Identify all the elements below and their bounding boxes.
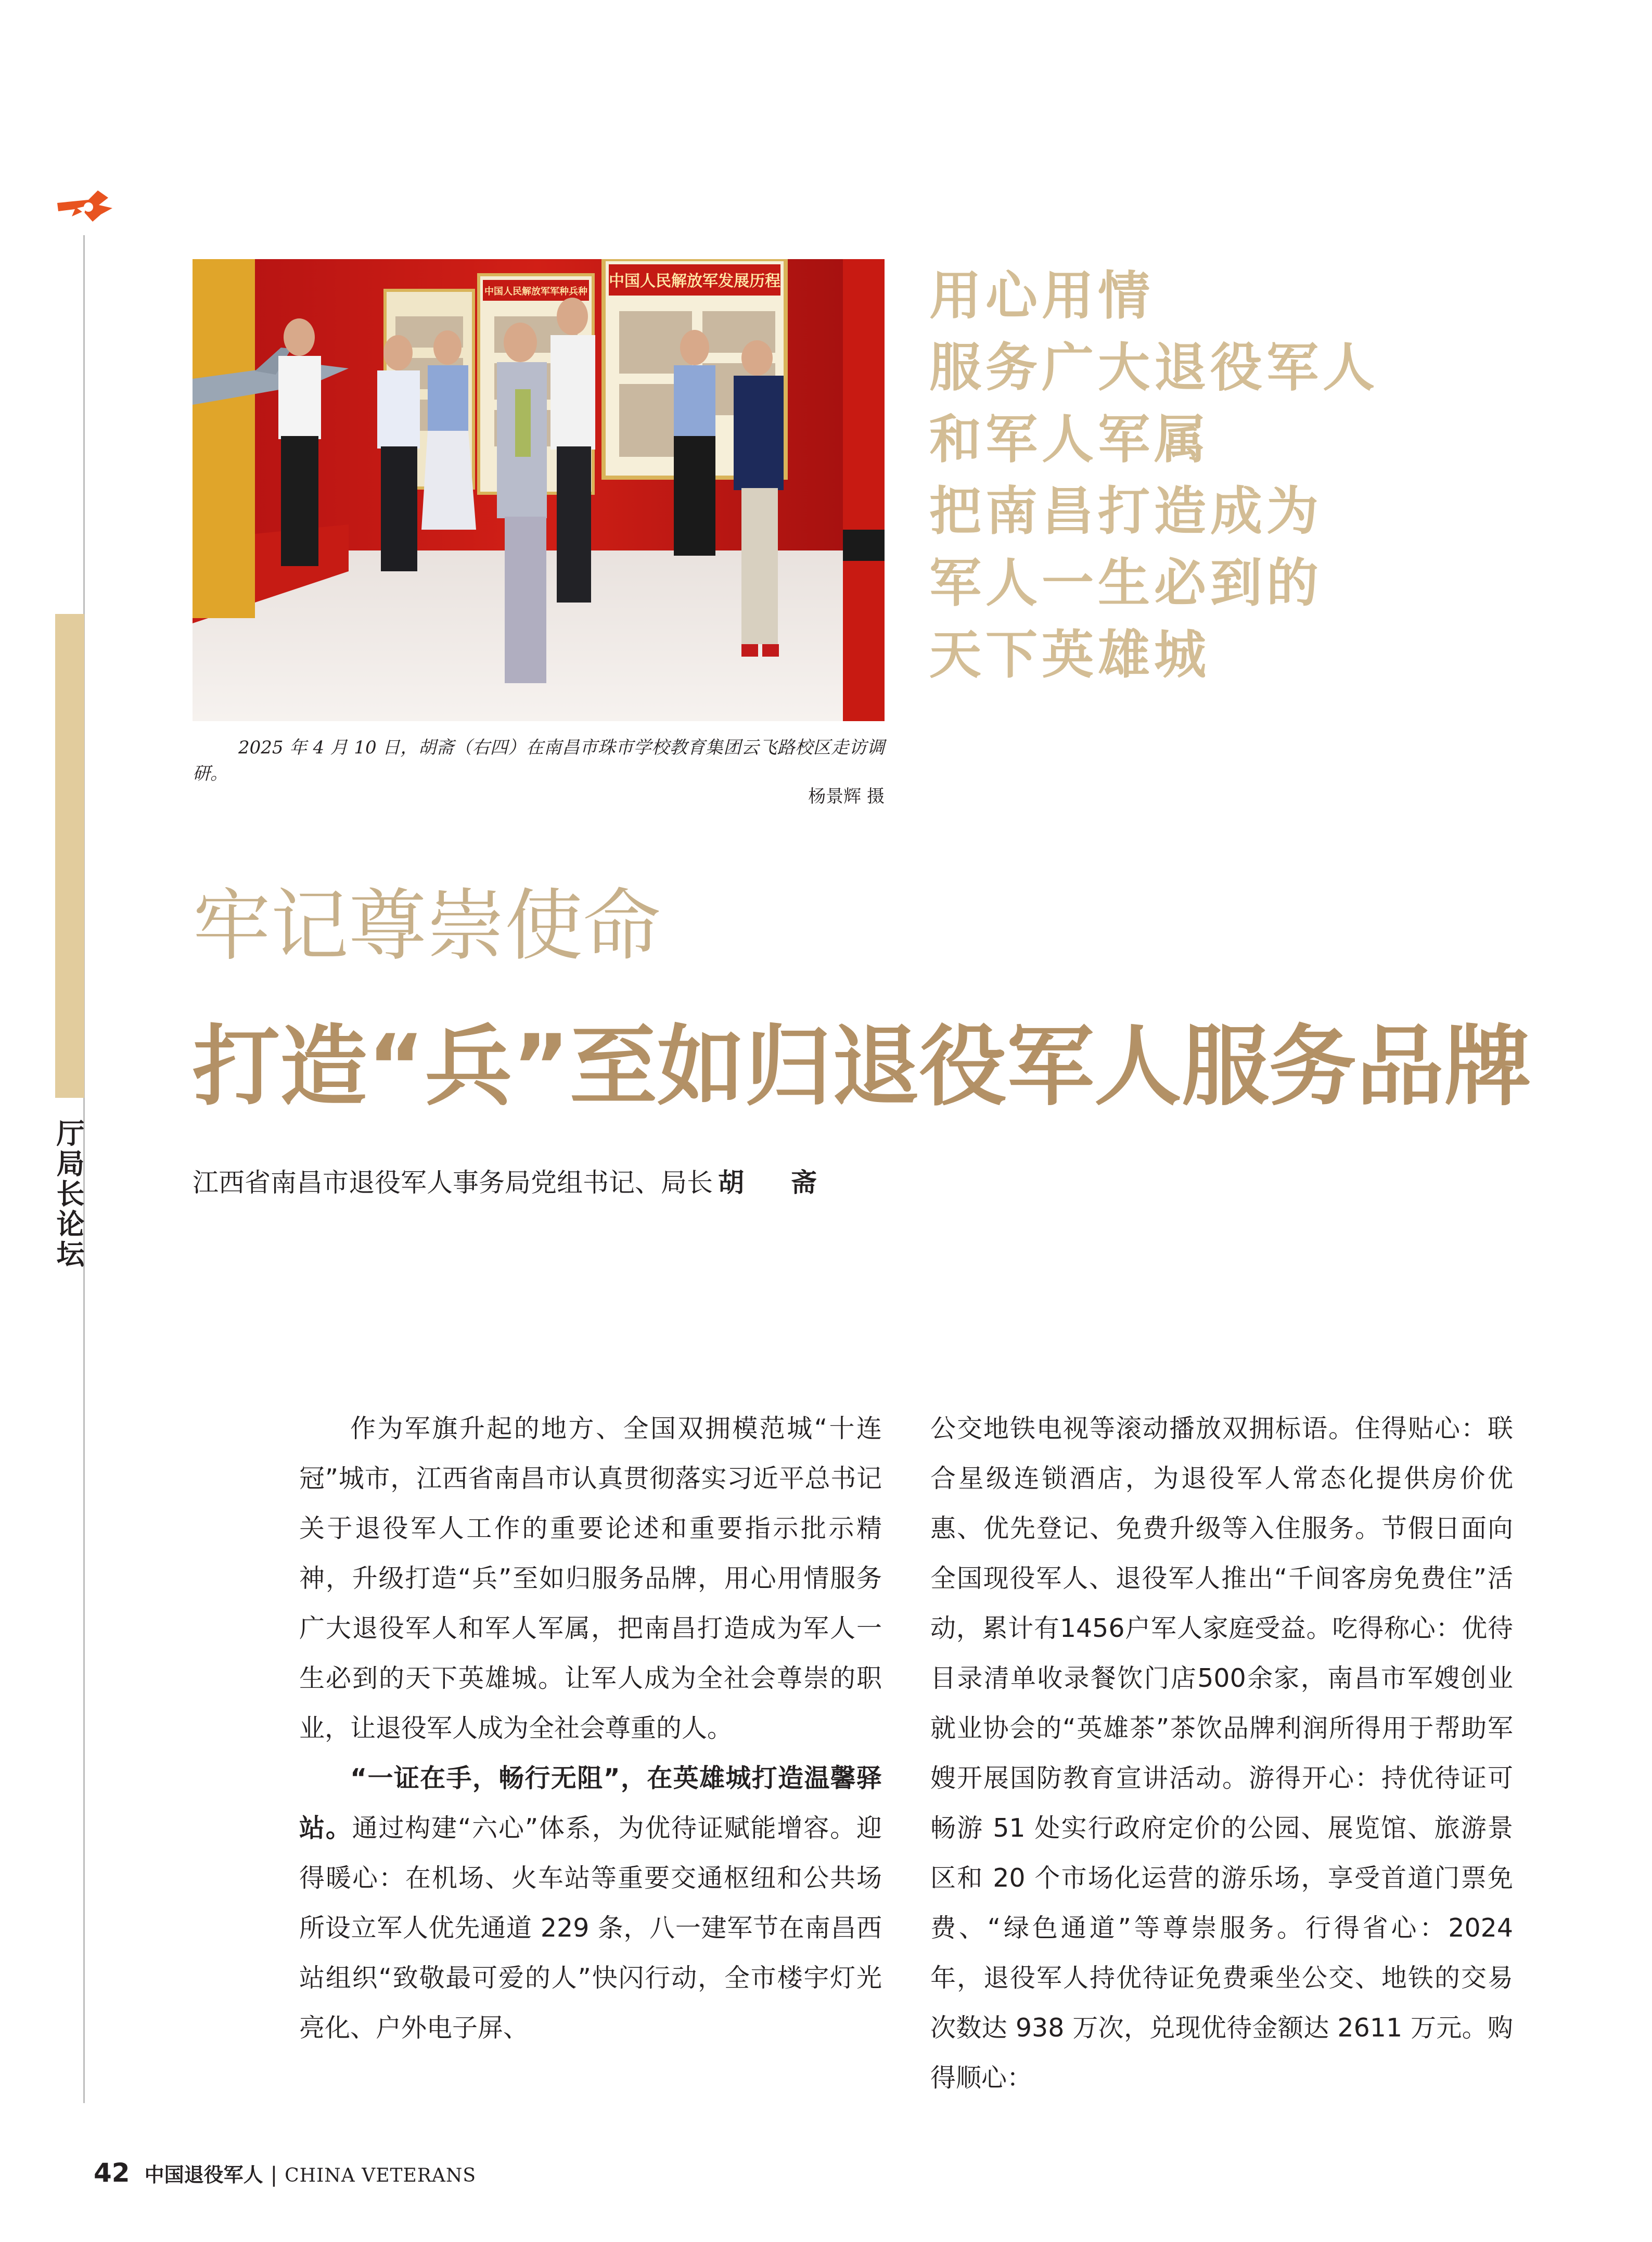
photo-board-left-title: 中国人民解放军发展历程 bbox=[609, 272, 780, 290]
pull-quote-line: 军人一生必到的 bbox=[929, 553, 1323, 613]
page-number: 42 bbox=[94, 2158, 130, 2188]
pull-quote bbox=[929, 260, 1502, 691]
footer-separator: | bbox=[270, 2163, 278, 2187]
article-photo bbox=[193, 259, 885, 721]
photo-board-center-title: 中国人民解放军军种兵种 bbox=[484, 286, 587, 297]
photo-credit: 杨景辉 摄 bbox=[808, 786, 885, 807]
body-paragraph: 作为军旗升起的地方、全国双拥模范城“十连冠”城市，江西省南昌市认真贯彻落实习近平总书记关于退役军人工作的重要论述和重要指示批示精神，升级打造“兵”至如归服务品牌，用心用情服务广大退役军人和军人军属，把南昌打造成为军人一生必到的天下英雄城。让军人成为全社会尊崇的职业，让退役军人成为全社会尊重的人。 bbox=[299, 1414, 882, 1743]
body-paragraph: 公交地铁电视等滚动播放双拥标语。住得贴心：联合星级连锁酒店，为退役军人常态化提供房价优惠、优先登记、免费升级等入住服务。节假日面向全国现役军人、退役军人推出“千间客房免费住”活动，累计有1456户军人家庭受益。吃得称心：优待目录清单收录餐饮门店500余家，南昌市军嫂创业就业协会的“英雄茶”茶饮品牌利润所得用于帮助军嫂开展国防教育宣讲活动。游得开心：持优待证可畅游 51 处实行政府定价的公园、展览馆、旅游景区和 20 个市场化运营的游乐场，享受首道门票免费、“绿色通道”等尊崇服务。行得省心：2024 年，退役军人持优待证免费乘坐公交、地铁的交易次数达 938 万次，兑现优待金额达 2611 万元。购得顺心： bbox=[930, 1414, 1513, 2093]
article-title-line2: 打造“兵”至如归退役军人服务品牌 bbox=[193, 1016, 1531, 1118]
photo-caption bbox=[193, 735, 885, 810]
pull-quote-line: 天下英雄城 bbox=[929, 624, 1210, 685]
paragraph-lead: “一证在手，畅行无阻”，在英雄城打造温馨驿站。 bbox=[299, 1763, 882, 1843]
pull-quote-line: 和军人军属 bbox=[929, 409, 1210, 470]
author-role: 江西省南昌市退役军人事务局党组书记、局长 bbox=[193, 1168, 713, 1198]
article-title-line1: 牢记尊崇使命 bbox=[193, 881, 661, 971]
body-column-left bbox=[299, 1404, 882, 2053]
caption-text: 2025 年 4 月 10 日，胡斋（右四）在南昌市珠市学校教育集团云飞路校区走访调研。 bbox=[193, 737, 885, 784]
body-paragraph bbox=[299, 1753, 882, 2053]
author-byline bbox=[193, 1164, 827, 1201]
body-column-right bbox=[930, 1404, 1513, 2103]
rail-accent-band bbox=[55, 614, 84, 1098]
page-footer bbox=[94, 2157, 476, 2192]
magazine-name-en: CHINA VETERANS bbox=[285, 2165, 477, 2186]
author-name: 胡 斋 bbox=[718, 1168, 827, 1198]
paragraph-text: 通过构建“六心”体系，为优待证赋能增容。迎得暖心：在机场、火车站等重要交通枢纽和公共场所设立军人优先通道 229 条，八一建军节在南昌西站组织“致敬最可爱的人”快闪行动，全市楼宇灯光亮化、户外电子屏、 bbox=[299, 1813, 882, 2043]
pull-quote-line: 把南昌打造成为 bbox=[929, 481, 1323, 542]
pull-quote-line: 用心用情 bbox=[929, 265, 1154, 326]
pull-quote-line: 服务广大退役军人 bbox=[929, 337, 1379, 398]
section-label: 厅局长论坛 bbox=[52, 1119, 85, 1270]
magazine-logo-icon bbox=[56, 187, 114, 225]
magazine-name: 中国退役军人 bbox=[144, 2163, 263, 2186]
